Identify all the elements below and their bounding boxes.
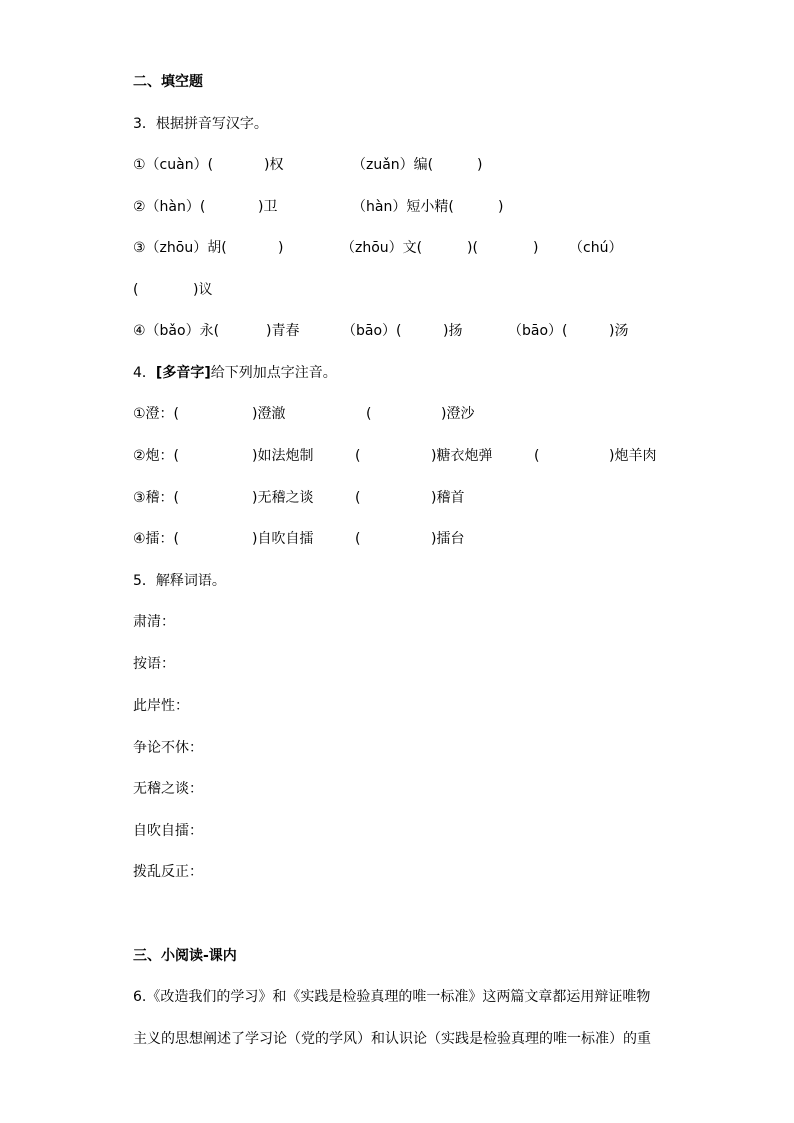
document-page: 二、填空题 3．根据拼音写汉字。 ①（cuàn）( )权 （zuǎn）编( ) ②（hàn）( )卫 （hàn）短小精( ) ③（zhōu）胡( ) （zhōu）文( )( ) （chú） ( )议 ④（bǎo）永( )青春 （bāo）( )扬 （bāo）( )汤 4．[多音字]给下列加点字注音。 ①澄：( )澄澈 ( )澄沙 ②炮：( )如法炮制 ( )糖衣炮弹 ( )炮羊肉 ③稽：( )无稽之谈 ( )稽首 ④擂：( )自吹自擂 ( )擂台 5．解释词语。 肃清： 按语： 此岸性： 争论不休： 无稽之谈： 自吹自擂： 拨乱反正： 三、小阅读-课内 6.《改造我们的学习》和《实践是检验真理的唯一标准》这两篇文章都运用辩证唯物 主义的思想阐述了学习论（党的学风）和认识论（实践是检验真理的唯一标准）的重 [133,74,657,1047]
polyphone-tag: [多音字] [155,365,211,381]
